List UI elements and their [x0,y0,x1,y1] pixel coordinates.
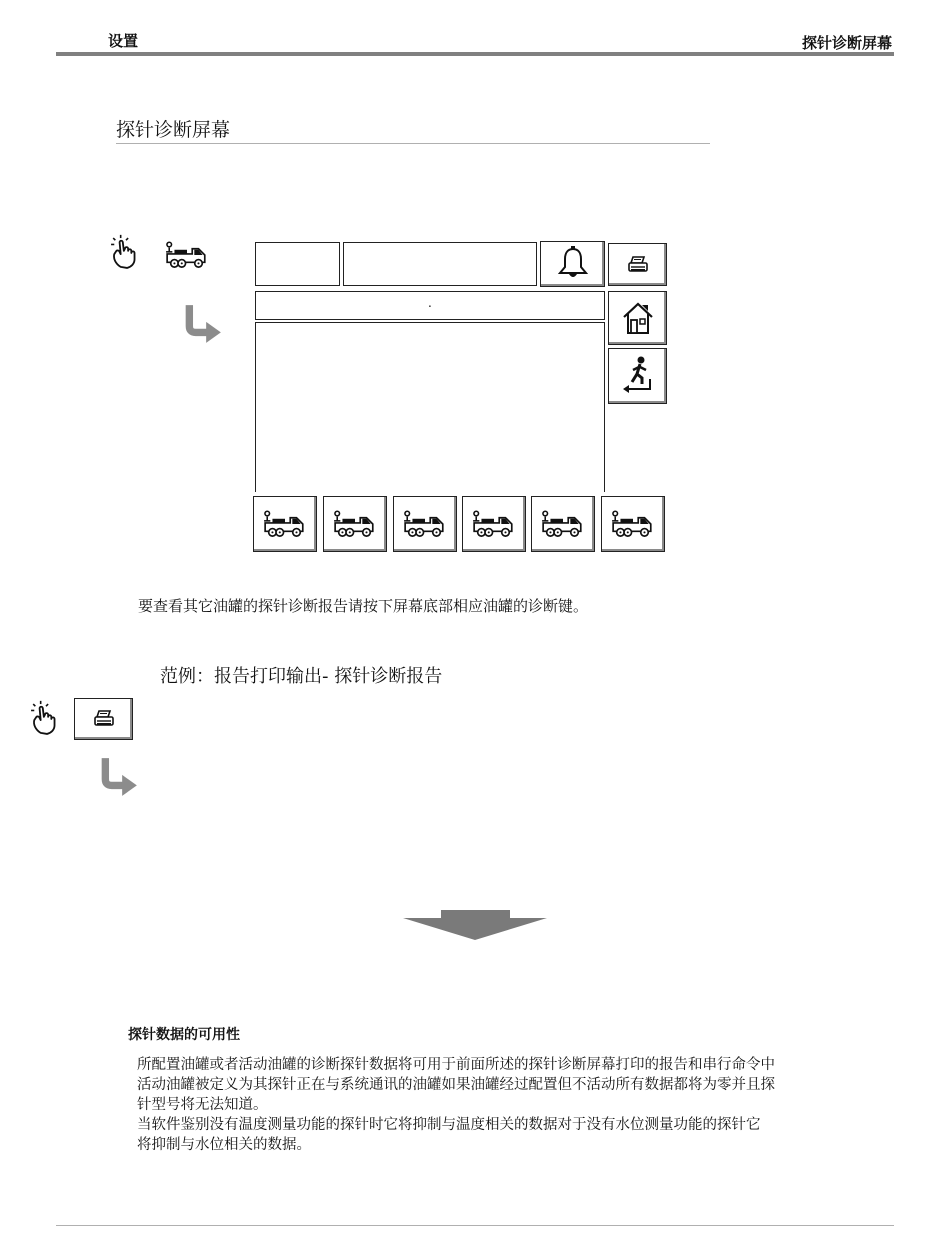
status-dot: . [428,296,432,310]
tank-truck-icon [262,509,308,539]
exit-button[interactable] [608,348,667,404]
touch-hand-icon [30,700,62,738]
screen-report-area [255,322,605,492]
screen-status-bar [255,291,605,320]
tank-2-diag-button[interactable] [323,496,387,552]
tank-truck-icon [610,509,656,539]
tank-3-diag-button[interactable] [393,496,457,552]
print-example-button[interactable] [74,698,133,740]
section-divider [116,143,710,144]
tank-truck-icon [402,509,448,539]
down-arrow-icon [402,908,548,942]
header-section-label: 设置 [108,32,139,50]
section-title: 探针诊断屏幕 [116,119,231,141]
availability-body [137,1055,902,1155]
printer-icon [626,255,650,275]
screen-field-center [343,242,537,286]
tank-truck-icon [332,509,378,539]
instruction-text: 要查看其它油罐的探针诊断报告请按下屏幕底部相应油罐的诊断键。 [138,597,589,615]
house-icon [620,300,656,336]
next-step-arrow-icon [182,303,224,345]
screen-field-left [255,242,340,286]
availability-line: 当软件鉴别没有温度测量功能的探针时它将抑制与温度相关的数据对于没有水位测量功能的探针它 [137,1117,761,1133]
availability-line: 活动油罐被定义为其探针正在与系统通讯的油罐如果油罐经过配置但不活动所有数据都将为零并且探 [137,1077,775,1093]
header-page-title: 探针诊断屏幕 [801,34,892,52]
tank-truck-icon [164,240,210,270]
tank-5-diag-button[interactable] [531,496,595,552]
home-button[interactable] [608,291,667,345]
printer-icon [92,709,116,729]
alarm-button[interactable] [540,241,605,287]
availability-line: 针型号将无法知道。 [137,1097,268,1113]
exit-icon [620,355,656,397]
header-divider [56,52,894,56]
touch-hand-icon [110,234,142,272]
availability-line: 所配置油罐或者活动油罐的诊断探针数据将可用于前面所述的探针诊断屏幕打印的报告和串行命令中 [137,1057,775,1073]
tank-1-diag-button[interactable] [253,496,317,552]
tank-truck-icon [540,509,586,539]
example-heading: 范例：报告打印输出- 探针诊断报告 [160,666,443,687]
tank-6-diag-button[interactable] [601,496,665,552]
bell-icon [556,246,590,282]
next-step-arrow-icon [98,756,140,798]
print-button[interactable] [608,243,667,286]
availability-title: 探针数据的可用性 [128,1027,240,1043]
tank-truck-icon [471,509,517,539]
tank-4-diag-button[interactable] [462,496,526,552]
footer-divider [56,1225,894,1226]
availability-line: 将抑制与水位相关的数据。 [137,1137,311,1153]
